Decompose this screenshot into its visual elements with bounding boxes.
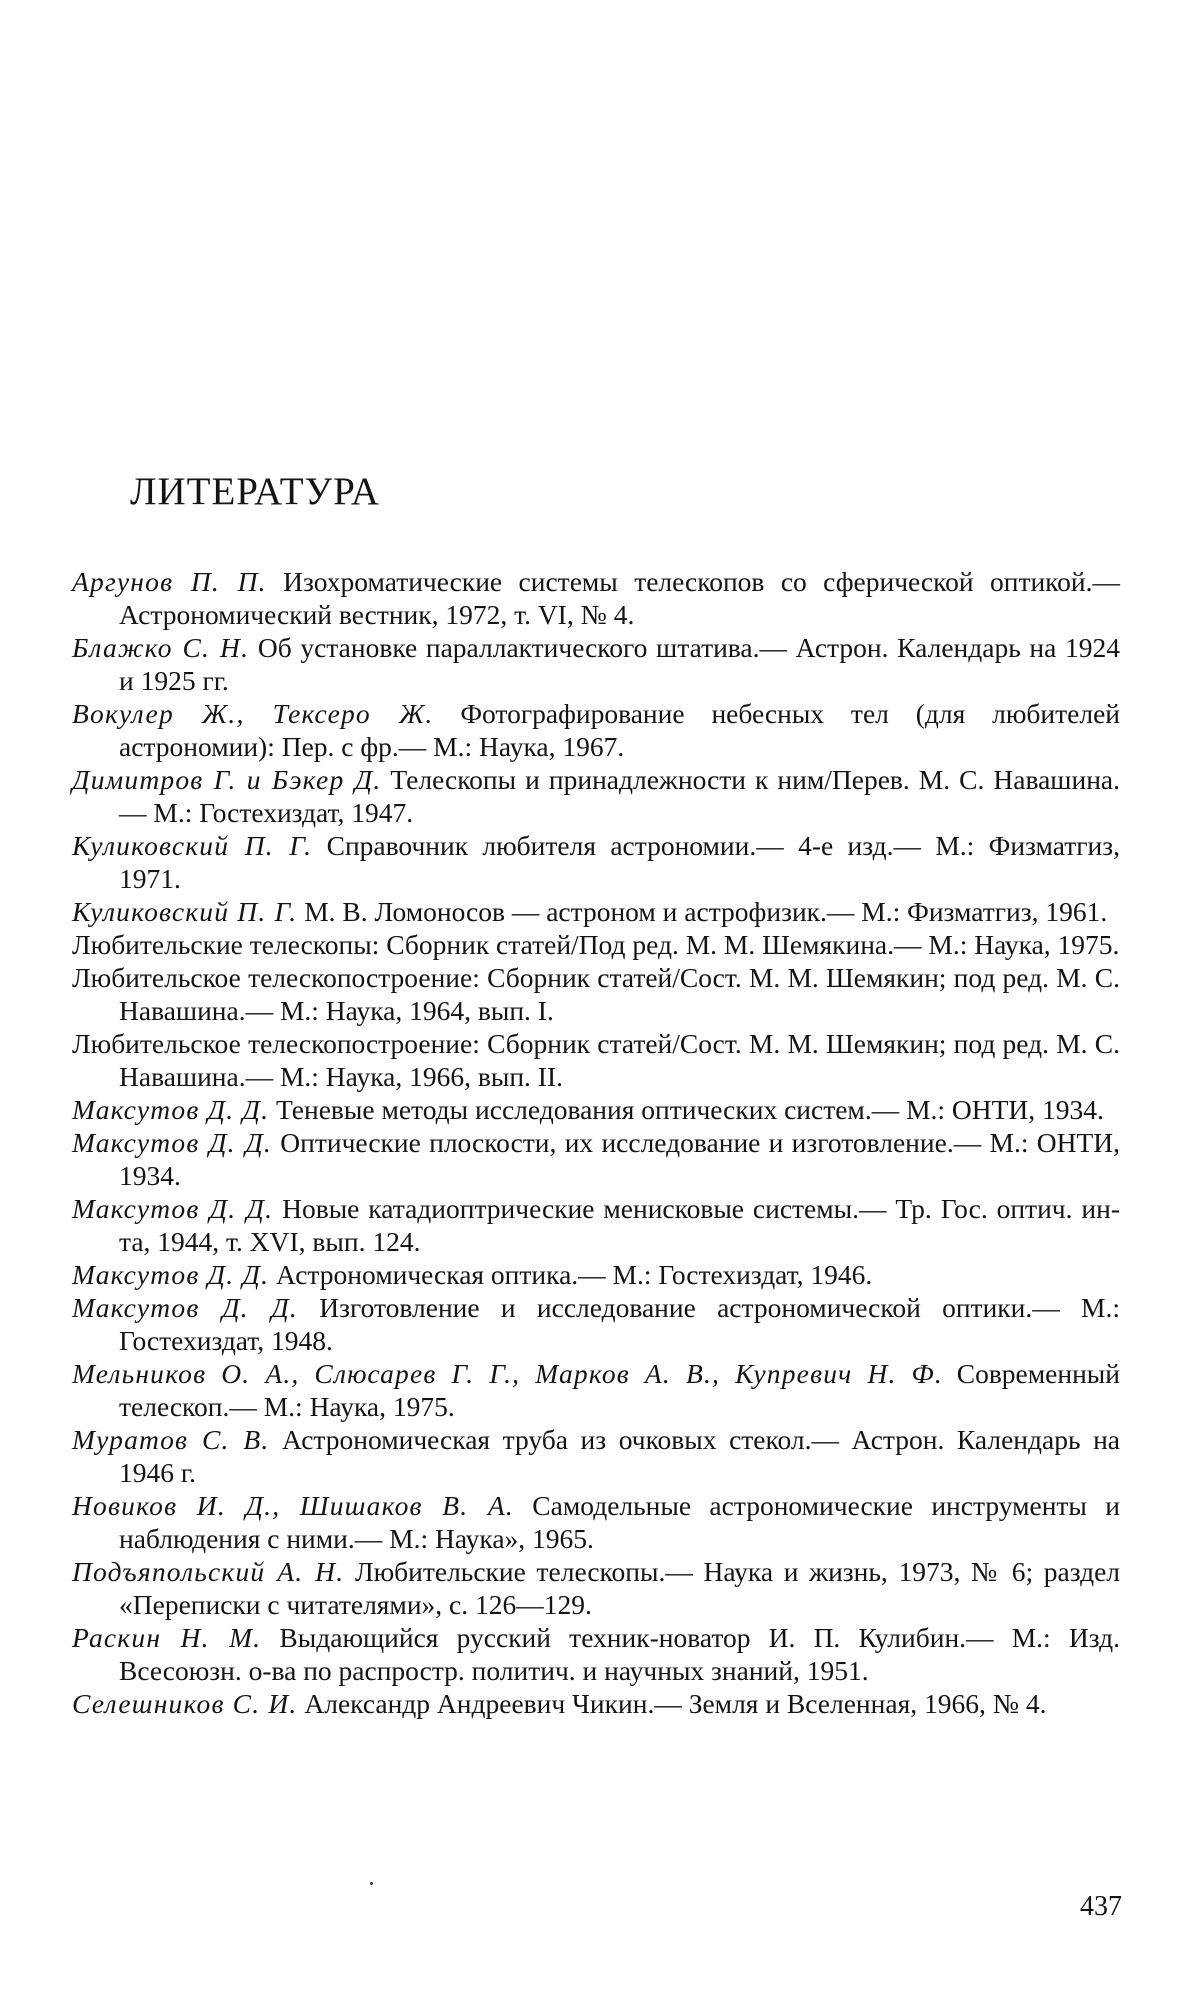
entry-text: Телескопы и принадлежности к ним/Перев. М. С. Навашина.— М.: Гостехиздат, 1947. [119,764,1120,828]
entry-authors: Максутов Д. Д. [72,1127,272,1158]
bibliography-entry [72,1555,1120,1621]
entry-authors: Куликовский П. Г. [72,896,298,927]
entry-text: Новые катадиоптрические менисковые системы.— Тр. Гос. оптич. ин-та, 1944, т. XVI, вып. 124. [119,1193,1120,1257]
entry-text: Выдающийся русский техник-новатор И. П. Кулибин.— М.: Изд. Всесоюзн. о-ва по распростр. политич. и научных знаний, 1951. [119,1622,1120,1686]
entry-authors: Максутов Д. Д. [72,1259,270,1290]
entry-text: Изготовление и исследование астрономической оптики.— М.: Гостехиздат, 1948. [119,1292,1120,1356]
entry-text: Современный телескоп.— М.: Наука, 1975. [119,1358,1120,1422]
entry-text: Теневые методы исследования оптических систем.— М.: ОНТИ, 1934. [269,1094,1104,1125]
bibliography-entry [72,1192,1120,1258]
bibliography-entry [72,565,1120,631]
print-speck [370,1882,373,1885]
bibliography-entry [72,895,1120,928]
entry-text: Самодельные астрономические инструменты и наблюдения с ними.— М.: Наука», 1965. [119,1490,1120,1554]
entry-text: Астрономическая труба из очковых стекол.— Астрон. Календарь на 1946 г. [119,1424,1120,1488]
entry-authors: Димитров Г. и Бэкер Д. [72,764,382,795]
entry-authors: Максутов Д. Д. [72,1292,298,1323]
bibliography-entry [72,763,1120,829]
bibliography-entry [72,1621,1120,1687]
bibliography-entry [72,961,1120,1027]
entry-authors: Блажко С. Н. [72,632,250,663]
bibliography-entry [72,1093,1120,1126]
entry-authors: Раскин Н. М. [72,1622,262,1653]
page-heading: ЛИТЕРАТУРА [130,470,380,513]
bibliography-entry [72,1027,1120,1093]
bibliography-entry [72,829,1120,895]
entry-text: Любительские телескопы.— Наука и жизнь, 1973, № 6; раздел «Переписки с читателями», с. 126—129. [119,1556,1120,1620]
bibliography-entry [72,1258,1120,1291]
bibliography-list [72,565,1120,1720]
entry-text: Любительское телескопостроение: Сборник статей/Сост. М. М. Шемякин; под ред. М. С. Навашина.— М.: Наука, 1964, вып. I. [72,962,1120,1026]
entry-text: Об установке параллактического штатива.— Астрон. Календарь на 1924 и 1925 гг. [119,632,1121,696]
entry-authors: Новиков И. Д., Шишаков В. А. [72,1490,514,1521]
entry-text: М. В. Ломоносов — астроном и астрофизик.— М.: Физматгиз, 1961. [297,896,1108,927]
bibliography-entry [72,697,1120,763]
bibliography-entry [72,1291,1120,1357]
bibliography-entry [72,1687,1120,1720]
entry-text: Любительское телескопостроение: Сборник статей/Сост. М. М. Шемякин; под ред. М. С. Навашина.— М.: Наука, 1966, вып. II. [72,1028,1120,1092]
page-number: 437 [1080,1891,1122,1922]
entry-authors: Максутов Д. Д. [72,1094,270,1125]
entry-text: Любительские телескопы: Сборник статей/Под ред. М. М. Шемякина.— М.: Наука, 1975. [72,929,1120,960]
entry-authors: Муратов С. В. [72,1424,270,1455]
bibliography-entry [72,631,1120,697]
entry-text: Александр Андреевич Чикин.— Земля и Вселенная, 1966, № 4. [297,1688,1047,1719]
bibliography-entry [72,1126,1120,1192]
entry-authors: Вокулер Ж., Тексеро Ж. [72,698,434,729]
entry-text: Оптические плоскости, их исследование и изготовление.— М.: ОНТИ, 1934. [119,1127,1121,1191]
bibliography-entry [72,1357,1120,1423]
entry-authors: Селешников С. И. [72,1688,298,1719]
entry-authors: Максутов Д. Д. [72,1193,274,1224]
bibliography-entry [72,1423,1120,1489]
entry-authors: Подъяпольский А. Н. [72,1556,345,1587]
bibliography-entry [72,1489,1120,1555]
entry-text: Изохроматические системы телескопов со сферической оптикой.— Астрономический вестник, 1972, т. VI, № 4. [119,566,1120,630]
entry-text: Справочник любителя астрономии.— 4-е изд.— М.: Физматгиз, 1971. [119,830,1120,894]
entry-text: Астрономическая оптика.— М.: Гостехиздат, 1946. [269,1259,873,1290]
entry-text: Фотографирование небесных тел (для любителей астрономии): Пер. с фр.— М.: Наука, 1967. [119,698,1120,762]
entry-authors: Мельников О. А., Слюсарев Г. Г., Марков А. В., Купревич Н. Ф. [72,1358,943,1389]
entry-authors: Куликовский П. Г. [72,830,313,861]
entry-authors: Аргунов П. П. [72,566,267,597]
bibliography-entry [72,928,1120,961]
